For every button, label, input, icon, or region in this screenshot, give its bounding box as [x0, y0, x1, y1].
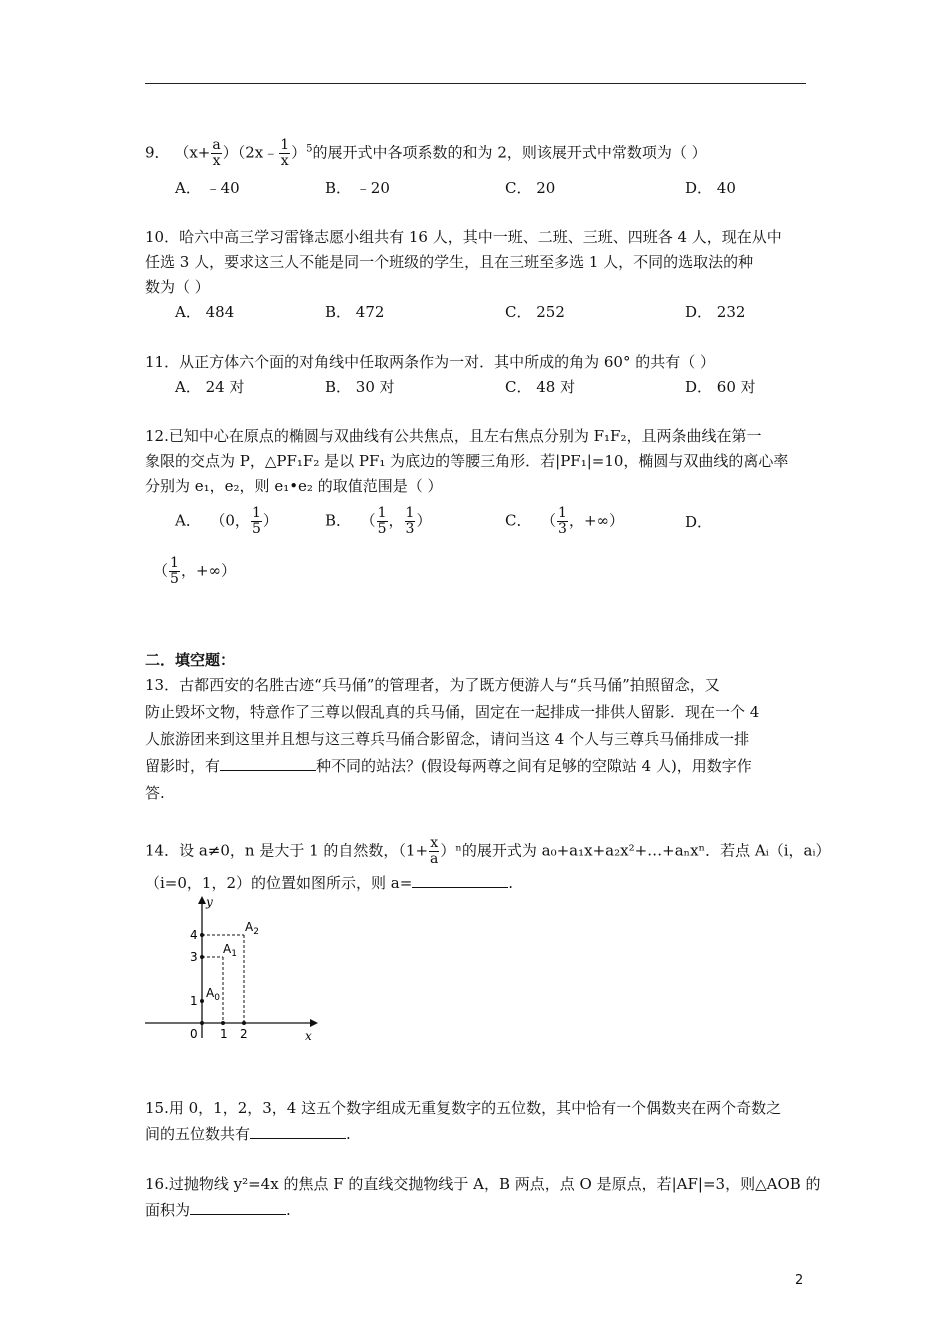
answer-blank[interactable] [250, 1124, 346, 1139]
option-b [325, 506, 431, 537]
label-subscript: 2 [253, 927, 259, 937]
option-a [175, 506, 278, 537]
question-text: 留影时，有 [145, 757, 221, 775]
numerator: 1 [558, 505, 567, 521]
page-number: 2 [795, 1273, 804, 1288]
math-text: ）（2x﹣ [222, 143, 279, 162]
point-label-a1 [223, 942, 237, 959]
fraction [377, 506, 388, 537]
math-text: ， [388, 511, 404, 530]
question-text: . [286, 1201, 291, 1219]
question-10-line-2: 任选 3 人，要求这三人不能是同一个班级的学生，且在三班至多选 1 人，不同的选取法的种 [145, 253, 754, 271]
numerator: 1 [405, 505, 415, 521]
option-d: D． 232 [685, 303, 746, 321]
question-16-line-1: 16.过抛物线 y²=4x 的焦点 F 的直线交抛物线于 A，B 两点，点 O 是原点，若|AF|=3，则△AOB 的 [145, 1175, 821, 1193]
label-letter: A [223, 942, 232, 956]
math-text: （ [153, 561, 169, 580]
question-text: . [508, 874, 514, 892]
question-text: 面积为 [145, 1201, 191, 1219]
answer-blank[interactable] [412, 873, 508, 888]
option-d-label: D． [685, 513, 713, 531]
option-c: C． 20 [505, 179, 556, 197]
question-13-line-4 [145, 756, 752, 776]
numerator: 1 [170, 555, 179, 571]
question-13-line-5: 答. [145, 784, 165, 802]
y-axis-label: y [206, 895, 213, 909]
denominator: 5 [377, 521, 387, 537]
exponent: 5 [306, 143, 313, 155]
denominator: a [430, 851, 439, 867]
question-text: 的展开式中各项系数的和为 2，则该展开式中常数项为（ ） [312, 143, 707, 162]
math-text: （x+ [174, 143, 211, 162]
question-12-line-2: 象限的交点为 P，△PF₁F₂ 是以 PF₁ 为底边的等腰三角形．若|PF₁|=10，椭圆与双曲线的离心率 [145, 452, 789, 470]
origin-label: 0 [190, 1027, 198, 1041]
numerator: a [212, 137, 221, 153]
y-tick-label: 4 [190, 928, 198, 942]
label-letter: A [245, 920, 254, 934]
fraction [429, 836, 439, 867]
numerator: 1 [377, 505, 387, 521]
question-text: 14．设 a≠0，n 是大于 1 的自然数，（1+ [145, 841, 429, 860]
math-text: （ [360, 511, 376, 530]
option-a: A． ﹣40 [175, 179, 240, 197]
math-text: （0， [210, 511, 250, 530]
question-10-line-3: 数为（ ） [145, 278, 210, 296]
denominator: 3 [558, 521, 567, 537]
point-tick-x1 [221, 1021, 225, 1025]
denominator: x [280, 153, 289, 169]
fraction [279, 138, 290, 169]
option-d: D． 40 [685, 179, 736, 197]
y-axis-arrow [198, 896, 206, 904]
point-a0 [200, 999, 204, 1003]
question-13-line-2: 防止毁坏文物，特意作了三尊以假乱真的兵马俑，固定在一起排成一排供人留影．现在一个 4 [145, 703, 760, 721]
math-text: ，+∞） [180, 561, 237, 580]
question-text: . [346, 1125, 351, 1143]
point-label-a0 [206, 986, 220, 1003]
header-rule [145, 83, 806, 84]
denominator: 3 [405, 521, 415, 537]
x-tick-label: 1 [220, 1027, 228, 1041]
section-title: 二．填空题： [145, 651, 236, 669]
option-label: C． [505, 511, 532, 530]
y-tick-label: 1 [190, 994, 198, 1008]
point-label-a2 [245, 920, 259, 937]
answer-blank[interactable] [190, 1200, 286, 1215]
option-b: B． 30 对 [325, 378, 395, 396]
y-tick-label: 3 [190, 950, 198, 964]
question-16-line-2 [145, 1200, 291, 1220]
option-label: A． [175, 511, 201, 530]
denominator: x [212, 153, 221, 169]
option-c: C． 48 对 [505, 378, 576, 396]
question-15-line-1: 15.用 0，1，2，3，4 这五个数字组成无重复数字的五位数，其中恰有一个偶数夹在两个奇数之 [145, 1099, 782, 1117]
question-12-line-1: 12.已知中心在原点的椭圆与双曲线有公共焦点，且左右焦点分别为 F₁F₂，且两条曲线在第一 [145, 427, 762, 445]
point-tick-x2 [242, 1021, 246, 1025]
option-a: A． 484 [175, 303, 235, 321]
question-12-line-3: 分别为 e₁，e₂，则 e₁•e₂ 的取值范围是（ ） [145, 477, 443, 495]
fraction [405, 506, 416, 537]
question-text: 种不同的站法？(假设每两尊之间有足够的空隙站 4 人)，用数字作 [316, 757, 752, 775]
math-text: ） [416, 511, 432, 530]
fraction [557, 506, 568, 537]
x-tick-label: 2 [240, 1027, 248, 1041]
option-d: D． 60 对 [685, 378, 756, 396]
label-subscript: 0 [214, 993, 220, 1003]
question-text: 间的五位数共有 [145, 1125, 251, 1143]
question-11-line-1: 11．从正方体六个面的对角线中任取两条作为一对．其中所成的角为 60° 的共有（ ） [145, 353, 715, 371]
x-axis-arrow [310, 1019, 318, 1027]
point-origin [200, 1021, 204, 1025]
math-text: ） [262, 511, 278, 530]
numerator: 1 [251, 505, 261, 521]
denominator: 5 [170, 571, 179, 587]
fraction [251, 506, 262, 537]
math-text: ，+∞） [568, 511, 625, 530]
question-10-line-1: 10．哈六中高三学习雷锋志愿小组共有 16 人，其中一班、二班、三班、四班各 4 人，现在从中 [145, 228, 782, 246]
fraction [169, 556, 180, 587]
option-c: C． 252 [505, 303, 565, 321]
numerator: 1 [280, 137, 290, 153]
question-14-line-1 [145, 836, 830, 867]
math-text: ） [291, 143, 307, 162]
question-number: 9． [145, 143, 170, 162]
coordinate-graph [140, 890, 340, 1050]
question-9 [145, 138, 707, 169]
question-13-line-3: 人旅游团来到这里并且想与这三尊兵马俑合影留念，请问当这 4 个人与三尊兵马俑排成一排 [145, 730, 750, 748]
point-tick-3 [200, 955, 204, 959]
question-13-line-1: 13．古都西安的名胜古迹“兵马俑”的管理者，为了既方便游人与“兵马俑”拍照留念，又 [145, 676, 720, 694]
question-15-line-2 [145, 1124, 351, 1144]
numerator: x [430, 835, 439, 851]
option-c [505, 506, 624, 537]
option-d [153, 556, 236, 587]
math-text: （ [541, 511, 557, 530]
denominator: 5 [251, 521, 261, 537]
answer-blank[interactable] [220, 756, 316, 771]
option-b: B． ﹣20 [325, 179, 390, 197]
option-a: A． 24 对 [175, 378, 245, 396]
label-letter: A [206, 986, 215, 1000]
question-text: （i=0，1，2）的位置如图所示，则 a= [145, 874, 413, 892]
point-tick-4 [200, 933, 204, 937]
option-label: B． [325, 511, 352, 530]
fraction [211, 138, 221, 169]
label-subscript: 1 [231, 949, 237, 959]
x-axis-label: x [305, 1029, 312, 1043]
option-b: B． 472 [325, 303, 385, 321]
question-text: ）ⁿ的展开式为 a₀+a₁x+a₂x²+…+aₙxⁿ．若点 Aᵢ（i，aᵢ） [440, 841, 831, 860]
